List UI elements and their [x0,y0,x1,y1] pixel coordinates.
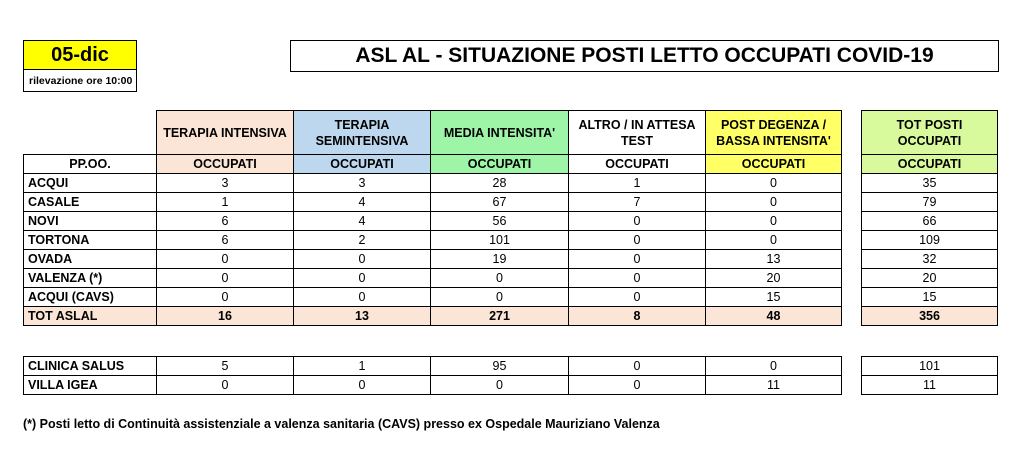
value-cell: 48 [706,307,842,326]
table-row [862,193,998,212]
value-cell: 13 [706,250,842,269]
value-cell: 0 [706,357,842,376]
header-spacer [24,111,157,155]
private-clinics-total-table [861,356,998,395]
table-row [24,357,842,376]
value-cell: 28 [431,174,569,193]
header-terapia-intensiva: TERAPIA INTENSIVA [157,111,294,155]
tot-cell: 79 [862,193,998,212]
header-altro: ALTRO / IN ATTESA TEST [569,111,706,155]
value-cell: 8 [569,307,706,326]
table-row [862,250,998,269]
table-row [862,357,998,376]
value-cell: 0 [431,376,569,395]
subheader-occupati: OCCUPATI [569,155,706,174]
value-cell: 5 [157,357,294,376]
table-row [24,174,842,193]
tot-cell: 109 [862,231,998,250]
subheader-occupati: OCCUPATI [157,155,294,174]
row-name: NOVI [24,212,157,231]
value-cell: 1 [569,174,706,193]
table-row [862,174,998,193]
table-row [24,212,842,231]
value-cell: 19 [431,250,569,269]
table-row [24,288,842,307]
header-media-intensita: MEDIA INTENSITA' [431,111,569,155]
value-cell: 0 [706,193,842,212]
value-cell: 3 [157,174,294,193]
value-cell: 0 [569,357,706,376]
total-row [862,307,998,326]
rilevazione-label: rilevazione ore 10:00 [23,70,137,92]
value-cell: 11 [706,376,842,395]
total-occupied-table [861,110,998,326]
row-name: OVADA [24,250,157,269]
value-cell: 0 [294,288,431,307]
value-cell: 271 [431,307,569,326]
tot-cell: 66 [862,212,998,231]
value-cell: 4 [294,193,431,212]
header-pp-oo: PP.OO. [24,155,157,174]
row-name: ACQUI (CAVS) [24,288,157,307]
page-title: ASL AL - SITUAZIONE POSTI LETTO OCCUPATI COVID-19 [290,40,999,72]
private-clinics-table [23,356,842,395]
value-cell: 3 [294,174,431,193]
value-cell: 0 [569,288,706,307]
row-name: VILLA IGEA [24,376,157,395]
value-cell: 16 [157,307,294,326]
row-name: CASALE [24,193,157,212]
value-cell: 0 [157,376,294,395]
value-cell: 0 [294,250,431,269]
value-cell: 1 [294,357,431,376]
value-cell: 0 [431,288,569,307]
subheader-occupati: OCCUPATI [294,155,431,174]
value-cell: 4 [294,212,431,231]
tot-cell: 356 [862,307,998,326]
subheader-row [24,155,842,174]
value-cell: 13 [294,307,431,326]
tot-cell: 101 [862,357,998,376]
value-cell: 0 [294,269,431,288]
subheader-occupati: OCCUPATI [706,155,842,174]
value-cell: 1 [157,193,294,212]
subheader-occupati: OCCUPATI [431,155,569,174]
date-label: 05-dic [23,40,137,70]
value-cell: 20 [706,269,842,288]
table-row [862,231,998,250]
row-name: CLINICA SALUS [24,357,157,376]
subheader-occupati: OCCUPATI [862,155,998,174]
header-terapia-semintensiva: TERAPIA SEMINTENSIVA [294,111,431,155]
table-row [24,250,842,269]
value-cell: 0 [569,231,706,250]
value-cell: 0 [706,174,842,193]
value-cell: 0 [569,250,706,269]
tot-cell: 20 [862,269,998,288]
value-cell: 2 [294,231,431,250]
value-cell: 0 [431,269,569,288]
table-row [862,288,998,307]
table-row [862,212,998,231]
value-cell: 0 [157,250,294,269]
tot-cell: 11 [862,376,998,395]
table-row [24,193,842,212]
value-cell: 95 [431,357,569,376]
value-cell: 0 [706,212,842,231]
row-name: ACQUI [24,174,157,193]
row-name: TORTONA [24,231,157,250]
table-row [862,376,998,395]
value-cell: 7 [569,193,706,212]
footnote: (*) Posti letto di Continuità assistenziale a valenza sanitaria (CAVS) presso ex Ospedale Mauriziano Valenza [23,417,660,431]
value-cell: 0 [157,269,294,288]
tot-cell: 35 [862,174,998,193]
table-row [862,269,998,288]
value-cell: 0 [569,269,706,288]
value-cell: 0 [157,288,294,307]
header-row [24,111,842,155]
table-row [24,231,842,250]
value-cell: 56 [431,212,569,231]
value-cell: 0 [294,376,431,395]
value-cell: 0 [569,212,706,231]
tot-cell: 32 [862,250,998,269]
header-tot-posti: TOT POSTI OCCUPATI [862,111,998,155]
value-cell: 101 [431,231,569,250]
value-cell: 6 [157,212,294,231]
table-row [24,376,842,395]
occupancy-table [23,110,842,326]
total-row [24,307,842,326]
header-post-degenza: POST DEGENZA / BASSA INTENSITA' [706,111,842,155]
row-name: VALENZA (*) [24,269,157,288]
value-cell: 0 [569,376,706,395]
tot-cell: 15 [862,288,998,307]
table-row [24,269,842,288]
value-cell: 15 [706,288,842,307]
value-cell: 0 [706,231,842,250]
value-cell: 67 [431,193,569,212]
value-cell: 6 [157,231,294,250]
row-name: TOT ASLAL [24,307,157,326]
